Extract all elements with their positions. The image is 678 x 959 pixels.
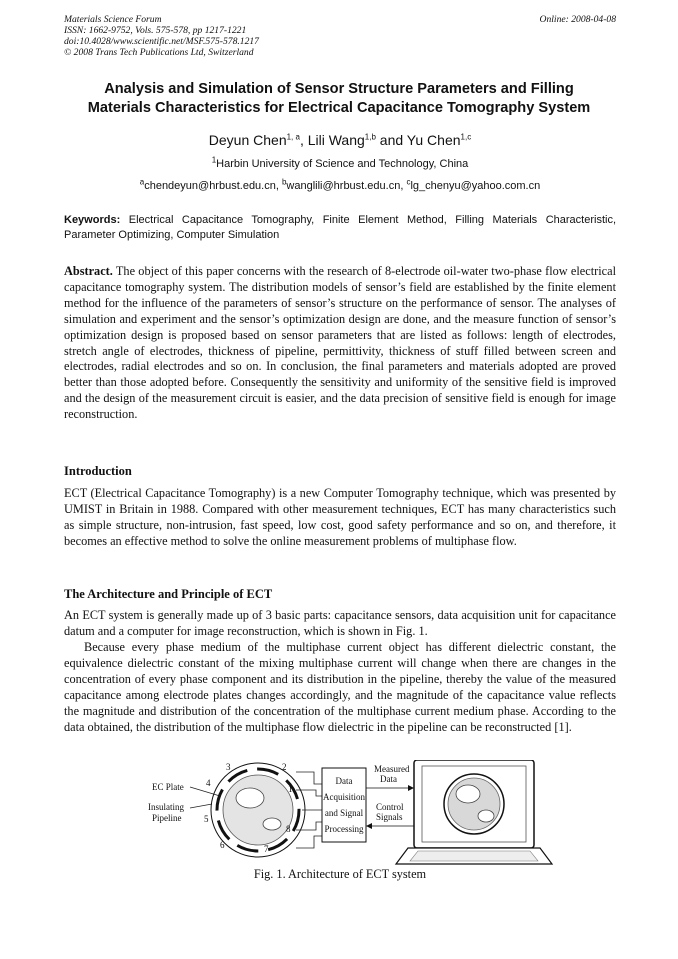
electrode-label-6: 6 xyxy=(220,840,225,850)
architecture-heading: The Architecture and Principle of ECT xyxy=(64,587,273,601)
author-3: and Yu Chen xyxy=(375,132,461,148)
journal-name: Materials Science Forum xyxy=(64,14,162,25)
email-a-sup: a xyxy=(139,177,145,187)
author-2: , Lili Wang xyxy=(299,132,365,148)
sensor-pipe xyxy=(223,775,293,845)
architecture-paragraph-2: Because every phase medium of the multiphase current object has different dielectric constant, the equivalence dielectric constant of the mixing multiphase current will change when there are changes in the concentration of every phase component and its distribution in the pipeline, thereby the value of the measured capacitance among electrode plates changes accordingly, and the magnitude of the capacitance value reflects the magnitude and distribution of the concentration of the multiphase current medium phase. According to the data obtained, the distribution of the multiphase flow dielectric in the pipeline can be reconstructed [1]. xyxy=(64,640,616,734)
email-b-sup: b xyxy=(281,177,287,187)
electrode-label-7: 7 xyxy=(264,844,269,854)
abstract-text: The object of this paper concerns with the research of 8-electrode oil-water two-phase flow electrical capacitance tomography system. The distribution models of sensor’s field are established by the finite element method for the influence of the parameters of sensor’s structure on the performance of sensor. The analyses of simulation and experiment and the sensor’s optimization design are done, and the measure function of sensor’s optimization design is proposed based on sensor parameters that are listed as follows: length of electrodes, stretch angle of electrodes, thickness of pipeline, permittivity, thickness of stuff filled between screen and electrodes, radial electrodes and so on. In conclusion, the final parameters and materials adopted are proved better than those adopted before. Consequently the sensitivity and uniformity of the sensitive field is improved and the design of the measurement circuit is easier, and the data precision of sensitive field is enough for image reconstruction. xyxy=(64,264,616,422)
daq-line-4: Processing xyxy=(324,824,364,834)
journal-header xyxy=(64,14,616,58)
affiliation-sup: 1 xyxy=(211,155,217,165)
electrode-label-1: 1 xyxy=(288,784,293,794)
daq-line-2: Acquisition xyxy=(323,792,365,802)
journal-doi: doi:10.4028/www.scientific.net/MSF.575-578.1217 xyxy=(64,36,259,47)
pipeline-pointer xyxy=(190,804,212,808)
control-line-1: Control xyxy=(376,802,404,812)
introduction-heading: Introduction xyxy=(64,464,132,478)
bubble-large xyxy=(236,788,264,808)
author-3-sup: 1,c xyxy=(460,132,472,142)
email-c-sup: c xyxy=(406,177,411,187)
control-line-2: Signals xyxy=(376,812,403,822)
abstract-label: Abstract. xyxy=(64,264,113,278)
affiliation-text: Harbin University of Science and Technology, China xyxy=(216,158,469,170)
paper-title xyxy=(56,80,622,118)
measured-line-2: Data xyxy=(380,774,397,784)
daq-line-1: Data xyxy=(335,776,353,786)
title-line-2: Materials Characteristics for Electrical Capacitance Tomography System xyxy=(87,100,591,116)
architecture-paragraph-1: An ECT system is generally made up of 3 basic parts: capacitance sensors, data acquisition unit for capacitance datum and a computer for image reconstruction, which is shown in Fig. 1. xyxy=(64,608,616,638)
keywords-label: Keywords: xyxy=(64,214,121,226)
figure-caption: Fig. 1. Architecture of ECT system xyxy=(253,867,427,881)
author-list xyxy=(64,131,616,149)
label-pipeline: Pipeline xyxy=(152,813,182,823)
keywords-text: Electrical Capacitance Tomography, Finite Element Method, Filling Materials Characteristic, Parameter Optimizing, Computer Simulation xyxy=(64,214,616,241)
keywords xyxy=(64,213,616,242)
laptop-keyboard xyxy=(410,851,538,861)
title-line-1: Analysis and Simulation of Sensor Structure Parameters and Filling xyxy=(104,81,574,97)
email-list xyxy=(64,179,616,193)
affiliation xyxy=(64,157,616,171)
ect-architecture-figure xyxy=(146,760,620,870)
journal-copyright: © 2008 Trans Tech Publications Ltd, Switzerland xyxy=(64,47,254,58)
electrode-label-5: 5 xyxy=(204,814,209,824)
label-insulating: Insulating xyxy=(148,802,184,812)
online-date: Online: 2008-04-08 xyxy=(539,14,616,25)
electrode-label-8: 8 xyxy=(286,824,291,834)
control-arrow-head xyxy=(366,823,372,829)
author-1-sup: 1, a xyxy=(286,132,300,142)
measured-line-1: Measured xyxy=(374,764,410,774)
author-1: Deyun Chen xyxy=(208,132,287,148)
measured-arrow-head xyxy=(408,785,414,791)
electrode-label-4: 4 xyxy=(206,778,211,788)
image-bubble-small xyxy=(478,810,494,822)
daq-line-3: and Signal xyxy=(324,808,364,818)
introduction-text: ECT (Electrical Capacitance Tomography) is a new Computer Tomography technique, which was presented by UMIST in Britain in 1988. Compared with other measurement techniques, ECT has many characteristics such as simple structure, non-intrusion, fast speed, low cost, good safety performance and so on, and therefore, it becomes an effective method to solve the online measurement problems of multiphase flow. xyxy=(64,486,616,548)
author-2-sup: 1,b xyxy=(364,132,376,142)
sensor-cross-section xyxy=(204,762,305,857)
journal-issn: ISSN: 1662-9752, Vols. 575-578, pp 1217-1221 xyxy=(64,25,247,36)
electrode-label-2: 2 xyxy=(282,762,287,772)
label-ec-plate: EC Plate xyxy=(152,782,184,792)
email-a: chendeyun@hrbust.edu.cn, xyxy=(144,180,282,192)
email-c: lg_chenyu@yahoo.com.cn xyxy=(410,180,541,192)
image-bubble-large xyxy=(456,785,480,803)
computer-laptop xyxy=(396,760,552,864)
electrode-label-3: 3 xyxy=(226,762,231,772)
bubble-small xyxy=(263,818,281,830)
email-b: wanglili@hrbust.edu.cn, xyxy=(286,180,407,192)
ec-plate-pointer xyxy=(190,787,220,796)
abstract xyxy=(64,264,616,423)
